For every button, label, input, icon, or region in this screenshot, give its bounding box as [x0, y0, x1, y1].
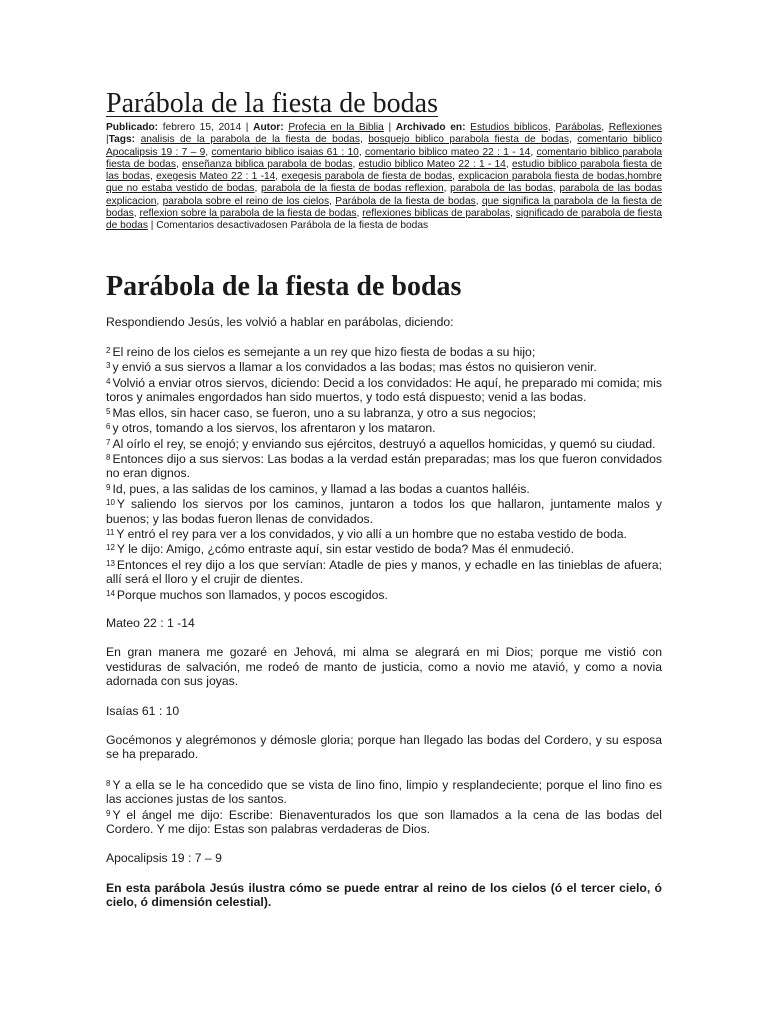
verse [106, 359, 662, 374]
comments-note: Comentarios desactivadosen Parábola de la fiesta de bodas [156, 220, 429, 232]
verse [106, 541, 662, 556]
published-label: Publicado: [106, 122, 159, 133]
tag-link[interactable]: estudio biblico Mateo 22 : 1 - 14 [358, 158, 506, 170]
revelation-verse-list [106, 777, 662, 837]
verse-text: Mas ellos, sin hacer caso, se fueron, uno a su labranza, y otro a sus negocios; [112, 405, 536, 420]
tag-link[interactable]: enseñanza biblica parabola de bodas [182, 158, 353, 170]
published-date: febrero 15, 2014 [162, 122, 242, 133]
verse [106, 587, 662, 602]
verse-text: Y el ángel me dijo: Escribe: Bienaventurados los que son llamados a la cena de las bodas del Cordero. Y me dijo: Estas son palabras verdaderas de Dios. [106, 807, 662, 837]
verse-text: y otros, tomando a los siervos, los afrentaron y los mataron. [112, 421, 436, 436]
article-content [106, 88, 662, 910]
tag-link[interactable]: exegesis parabola de fiesta de bodas [281, 171, 453, 183]
verse-number: 5 [106, 406, 111, 416]
verse [106, 344, 662, 359]
tag-link[interactable]: reflexion sobre la parabola de la fiesta de bodas [139, 208, 357, 220]
tag-link[interactable]: reflexiones biblicas de parabolas [362, 208, 511, 220]
verse [106, 436, 662, 451]
scripture-reference: Mateo 22 : 1 -14 [106, 615, 195, 630]
verse-text: Y entró el rey para ver a los convidados, y vio allí a un hombre que no estaba vestido de boda. [116, 526, 627, 541]
verse-text: Y a ella se le ha concedido que se vista de lino fino, limpio y resplandeciente; porque el lino fino es las acciones justas de los santos. [106, 777, 662, 807]
author-link[interactable]: Profecia en la Biblia [288, 122, 384, 133]
article-heading: Parábola de la fiesta de bodas [106, 270, 462, 302]
scripture-reference: Isaías 61 : 10 [106, 703, 180, 718]
intro-text: Respondiendo Jesús, les volvió a hablar en parábolas, diciendo: [106, 314, 454, 329]
verse [106, 777, 662, 807]
post-title[interactable]: Parábola de la fiesta de bodas [106, 88, 438, 119]
filed-label: Archivado en: [395, 122, 466, 133]
verse-number: 7 [106, 437, 111, 447]
category-link[interactable]: Parábolas [555, 122, 602, 133]
verse-text: Entonces dijo a sus siervos: Las bodas a la verdad están preparadas; mas los que fueron convidados no eran dignos. [106, 451, 662, 481]
revelation-quote: Gocémonos y alegrémonos y démosle gloria; porque han llegado las bodas del Cordero, y su esposa se ha preparado. [106, 733, 662, 762]
tag-link[interactable]: comentario biblico isaias 61 : 10 [211, 146, 359, 158]
tag-link[interactable]: parabola de la fiesta de bodas reflexion [260, 183, 444, 195]
tag-link[interactable]: parabola de las bodas explicacion [106, 183, 663, 207]
verse-number: 12 [106, 543, 115, 553]
verse-text: Al oírlo el rey, se enojó; y enviando sus ejércitos, destruyó a aquellos homicidas, y quemó su ciudad. [112, 436, 656, 451]
verse-number: 2 [106, 346, 111, 356]
verse-text: y envió a sus siervos a llamar a los convidados a las bodas; mas éstos no quisieron venir. [112, 360, 597, 375]
verse-number: 6 [106, 422, 111, 432]
tag-link[interactable]: explicacion parabola fiesta de bodas,hombre que no estaba vestido de bodas [106, 171, 662, 195]
verse-text: Entonces el rey dijo a los que servían: Atadle de pies y manos, y echadle en las tinieblas de afuera; allí será el lloro y el crujir de dientes. [106, 557, 662, 587]
verse-list [106, 344, 662, 602]
verse-number: 8 [106, 452, 111, 462]
tag-link[interactable]: parabola de las bodas [450, 183, 553, 195]
verse-number: 9 [106, 808, 111, 818]
scripture-reference: Apocalipsis 19 : 7 – 9 [106, 851, 222, 866]
verse-number: 4 [106, 376, 111, 386]
post-meta: Publicado: febrero 15, 2014 | Autor: Profecia en la Biblia | Archivado en: Estudios biblicos, Parábolas, Reflexiones |Tags: analisis de la parabola de la fiesta de bodas, bosquejo biblico parabola fiesta de bodas, comentario biblico Apocalipsis 19 : 7 – 9, comentario biblico isaias 61 : 10, comentario biblico mateo 22 : 1 - 14, comentario biblico parabola fiesta de bodas, enseñanza biblica parabola de bodas, estudio biblico Mateo 22 : 1 - 14, estudio biblico parabola fiesta de las bodas, exegesis Mateo 22 : 1 -14, exegesis parabola de fiesta de bodas, explicacion parabola fiesta de bodas,hombre que no estaba vestido de bodas, parabola de la fiesta de bodas reflexion, parabola de las bodas, parabola de las bodas explicacion, parabola sobre el reino de los cielos, Parábola de la fiesta de bodas, que significa la parabola de la fiesta de bodas, reflexion sobre la parabola de la fiesta de bodas, reflexiones biblicas de parabolas, significado de parabola de fiesta de bodas | Comentarios desactivadosen Parábola de la fiesta de bodas [106, 122, 663, 232]
verse [106, 496, 662, 526]
category-link[interactable]: Reflexiones [608, 122, 662, 133]
tag-link[interactable]: comentario biblico mateo 22 : 1 - 14 [364, 146, 531, 158]
tag-link[interactable]: estudio biblico parabola fiesta de las bodas [106, 158, 662, 183]
verse-number: 13 [106, 558, 115, 568]
category-link[interactable]: Estudios biblicos [470, 122, 548, 133]
verse-text: Id, pues, a las salidas de los caminos, y llamad a las bodas a cuantos halléis. [112, 481, 530, 496]
verse-text: Volvió a enviar otros siervos, diciendo: Decid a los convidados: He aquí, he preparado mi comida; mis toros y animales engordados han sido muertos, y todo está dispuesto; venid a las bodas. [106, 375, 662, 405]
tag-link[interactable]: bosquejo biblico parabola fiesta de bodas [368, 134, 569, 146]
tag-link[interactable]: significado de parabola de fiesta de bodas [106, 208, 662, 232]
verse-text: El reino de los cielos es semejante a un rey que hizo fiesta de bodas a su hijo; [112, 345, 536, 360]
tag-link[interactable]: que significa la parabola de la fiesta de bodas [106, 195, 662, 220]
verse [106, 375, 662, 405]
article-body [106, 315, 662, 910]
tag-link[interactable]: comentario biblico Apocalipsis 19 : 7 – 9 [106, 134, 662, 158]
tag-link[interactable]: exegesis Mateo 22 : 1 -14 [156, 171, 276, 183]
verse-number: 8 [106, 778, 111, 788]
tag-list: analisis de la parabola de la fiesta de bodas, bosquejo biblico parabola fiesta de bodas, comentario biblico Apocalipsis 19 : 7 – 9, comentario biblico isaias 61 : 10, comentario biblico mateo 22 : 1 - 14, comentario biblico parabola fiesta de bodas, enseñanza biblica parabola de bodas, estudio biblico Mateo 22 : 1 - 14, estudio biblico parabola fiesta de las bodas, exegesis Mateo 22 : 1 -14, exegesis parabola de fiesta de bodas, explicacion parabola fiesta de bodas,hombre que no estaba vestido de bodas, parabola de la fiesta de bodas reflexion, parabola de las bodas, parabola de las bodas explicacion, parabola sobre el reino de los cielos, Parábola de la fiesta de bodas, que significa la parabola de la fiesta de bodas, reflexion sobre la parabola de la fiesta de bodas, reflexiones biblicas de parabolas, significado de parabola de fiesta de bodas [106, 134, 663, 232]
verse-text: Porque muchos son llamados, y pocos escogidos. [116, 587, 388, 602]
verse-text: Y le dijo: Amigo, ¿cómo entraste aquí, sin estar vestido de boda? Mas él enmudeció. [116, 542, 574, 557]
tag-link[interactable]: analisis de la parabola de la fiesta de bodas [140, 134, 360, 146]
closing-statement: En esta parábola Jesús ilustra cómo se puede entrar al reino de los cielos (ó el tercer cielo, ó cielo, ó dimensión celestial). [106, 880, 662, 910]
verse-number: 11 [106, 527, 115, 537]
verse-number: 3 [106, 361, 111, 371]
verse [106, 526, 662, 541]
verse-number: 9 [106, 482, 111, 492]
verse [106, 405, 662, 420]
verse [106, 481, 662, 496]
verse [106, 451, 662, 481]
verse-number: 14 [106, 588, 115, 598]
verse [106, 807, 662, 837]
verse-number: 10 [106, 498, 115, 508]
tag-link[interactable]: Parábola de la fiesta de bodas [335, 195, 476, 207]
isaiah-quote: En gran manera me gozaré en Jehová, mi alma se alegrará en mi Dios; porque me vistió con vestiduras de salvación, me rodeó de manto de justicia, como a novio me atavió, y como a novia adornada con sus joyas. [106, 645, 662, 689]
verse-text: Y saliendo los siervos por los caminos, juntaron a todos los que hallaron, juntamente malos y buenos; y las bodas fueron llenas de convidados. [106, 497, 662, 526]
verse [106, 420, 662, 435]
tag-link[interactable]: parabola sobre el reino de los cielos [162, 195, 330, 207]
verse [106, 557, 662, 587]
tags-label: Tags: [108, 134, 136, 146]
tag-link[interactable]: comentario biblico parabola fiesta de bodas [106, 146, 663, 170]
author-label: Autor: [253, 122, 284, 133]
